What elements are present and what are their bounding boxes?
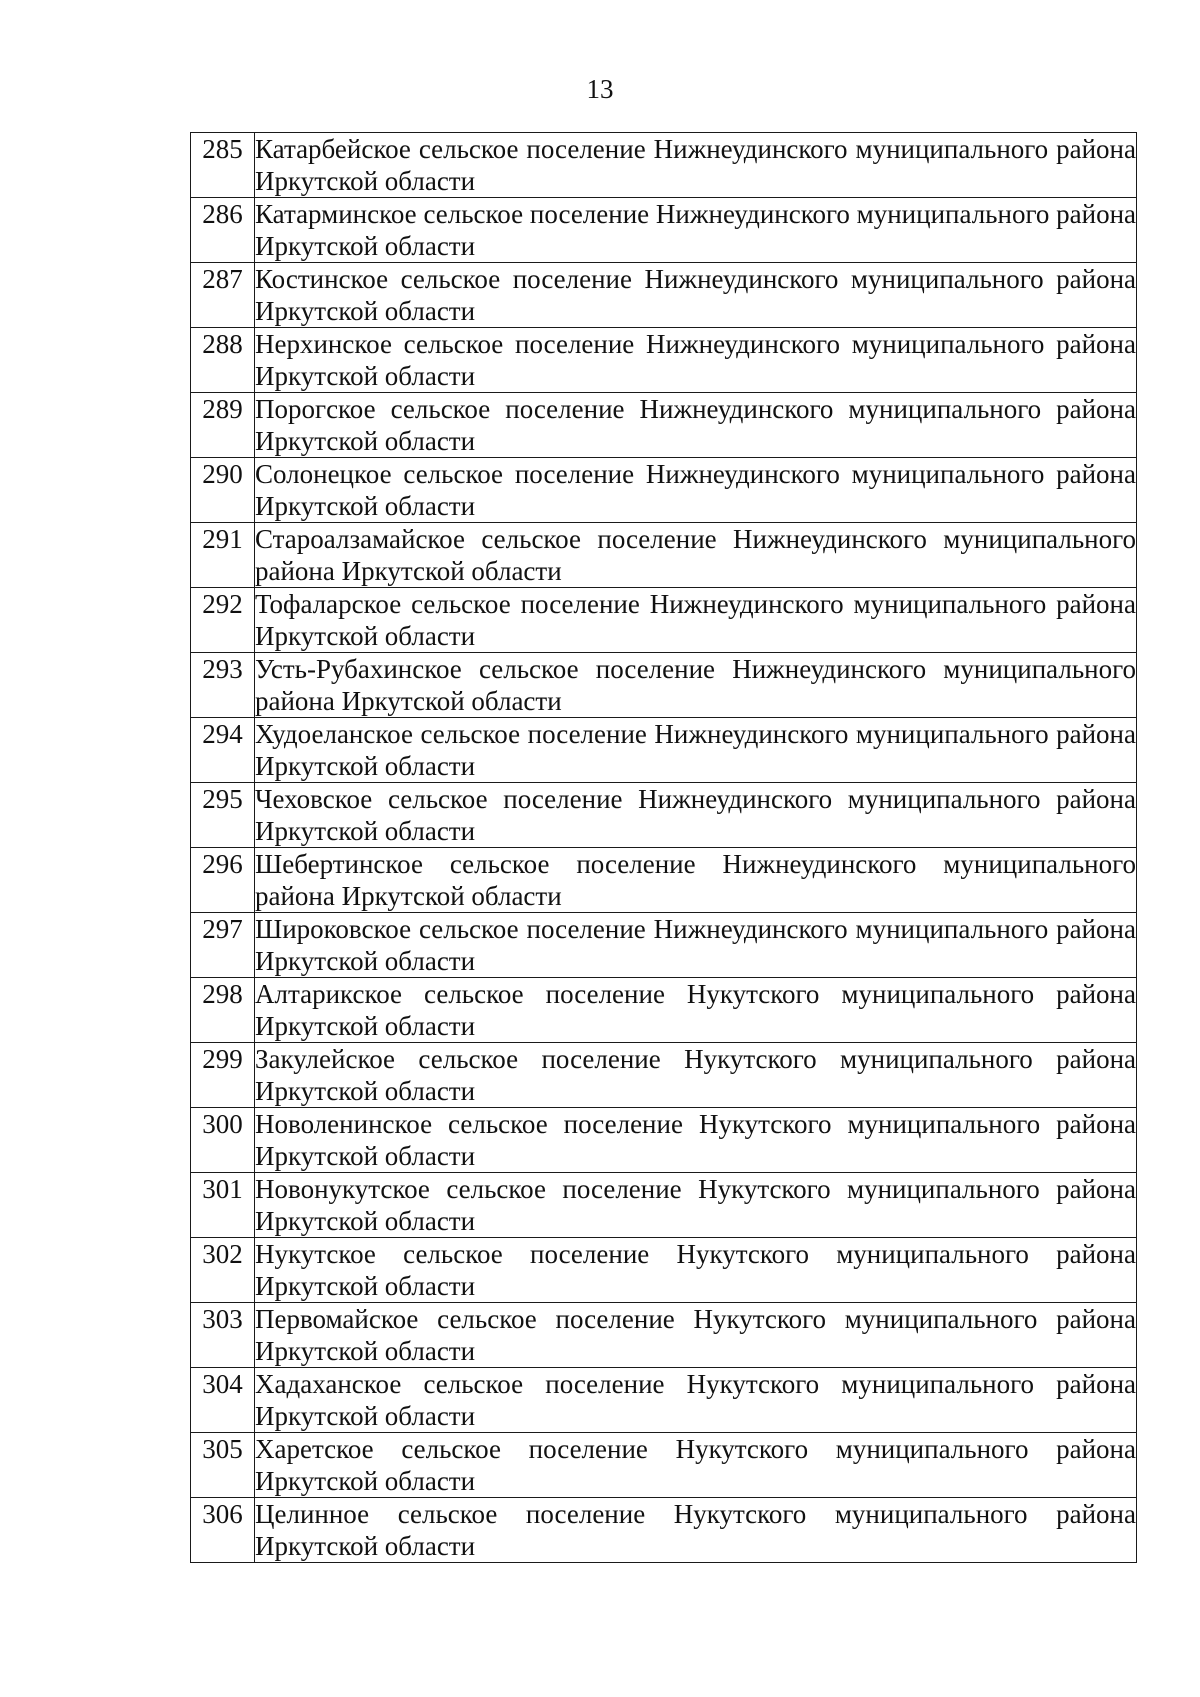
row-number: 300 — [191, 1108, 255, 1173]
settlement-name: Катарминское сельское поселение Нижнеудинского муниципального района Иркутской области — [255, 199, 1136, 261]
settlement-name: Харетское сельское поселение Нукутского муниципального района Иркутской области — [255, 1434, 1136, 1496]
row-number: 299 — [191, 1043, 255, 1108]
table-row — [191, 1498, 1137, 1563]
settlement-name: Усть-Рубахинское сельское поселение Нижнеудинского муниципального района Иркутской области — [255, 654, 1136, 716]
settlement-name: Тофаларское сельское поселение Нижнеудинского муниципального района Иркутской области — [255, 589, 1136, 651]
row-number: 293 — [191, 653, 255, 718]
settlement-name: Целинное сельское поселение Нукутского муниципального района Иркутской области — [255, 1499, 1136, 1561]
row-number: 302 — [191, 1238, 255, 1303]
settlements-table — [190, 132, 1137, 1563]
table-row — [191, 1238, 1137, 1303]
row-number: 287 — [191, 263, 255, 328]
table-row — [191, 783, 1137, 848]
row-number: 291 — [191, 523, 255, 588]
row-number: 288 — [191, 328, 255, 393]
row-number: 294 — [191, 718, 255, 783]
row-number: 297 — [191, 913, 255, 978]
settlement-name: Шебертинское сельское поселение Нижнеудинского муниципального района Иркутской области — [255, 849, 1136, 911]
table-row — [191, 1368, 1137, 1433]
settlement-name: Порогское сельское поселение Нижнеудинского муниципального района Иркутской области — [255, 394, 1136, 456]
table-row — [191, 263, 1137, 328]
table-row — [191, 198, 1137, 263]
settlement-name: Первомайское сельское поселение Нукутского муниципального района Иркутской области — [255, 1304, 1136, 1366]
row-number: 306 — [191, 1498, 255, 1563]
settlement-name: Широковское сельское поселение Нижнеудинского муниципального района Иркутской области — [255, 914, 1136, 976]
table-row — [191, 523, 1137, 588]
settlement-name: Хадаханское сельское поселение Нукутского муниципального района Иркутской области — [255, 1369, 1136, 1431]
table-row — [191, 1433, 1137, 1498]
settlement-name: Солонецкое сельское поселение Нижнеудинского муниципального района Иркутской области — [255, 459, 1136, 521]
settlement-name: Костинское сельское поселение Нижнеудинского муниципального района Иркутской области — [255, 264, 1136, 326]
settlement-name: Катарбейское сельское поселение Нижнеудинского муниципального района Иркутской области — [255, 134, 1136, 196]
settlement-name: Староалзамайское сельское поселение Нижнеудинского муниципального района Иркутской области — [255, 524, 1136, 586]
table-row — [191, 978, 1137, 1043]
row-number: 301 — [191, 1173, 255, 1238]
table-row — [191, 1108, 1137, 1173]
row-number: 292 — [191, 588, 255, 653]
row-number: 285 — [191, 133, 255, 198]
settlement-name: Алтарикское сельское поселение Нукутского муниципального района Иркутской области — [255, 979, 1136, 1041]
table-row — [191, 848, 1137, 913]
row-number: 295 — [191, 783, 255, 848]
table-row — [191, 1173, 1137, 1238]
table-row — [191, 328, 1137, 393]
settlement-name: Чеховское сельское поселение Нижнеудинского муниципального района Иркутской области — [255, 784, 1136, 846]
page-number: 13 — [586, 74, 614, 104]
table-row — [191, 913, 1137, 978]
row-number: 289 — [191, 393, 255, 458]
table-row — [191, 393, 1137, 458]
table-row — [191, 458, 1137, 523]
settlements-table-body — [191, 133, 1137, 1563]
settlement-name: Новоленинское сельское поселение Нукутского муниципального района Иркутской области — [255, 1109, 1136, 1171]
row-number: 303 — [191, 1303, 255, 1368]
row-number: 298 — [191, 978, 255, 1043]
settlement-name: Новонукутское сельское поселение Нукутского муниципального района Иркутской области — [255, 1174, 1136, 1236]
row-number: 304 — [191, 1368, 255, 1433]
table-row — [191, 588, 1137, 653]
row-number: 286 — [191, 198, 255, 263]
settlement-name: Худоеланское сельское поселение Нижнеудинского муниципального района Иркутской области — [255, 719, 1136, 781]
table-row — [191, 718, 1137, 783]
row-number: 290 — [191, 458, 255, 523]
table-row — [191, 1043, 1137, 1108]
row-number: 296 — [191, 848, 255, 913]
row-number: 305 — [191, 1433, 255, 1498]
table-row — [191, 1303, 1137, 1368]
settlement-name: Нукутское сельское поселение Нукутского муниципального района Иркутской области — [255, 1239, 1136, 1301]
table-row — [191, 653, 1137, 718]
table-row — [191, 133, 1137, 198]
settlement-name: Закулейское сельское поселение Нукутского муниципального района Иркутской области — [255, 1044, 1136, 1106]
settlement-name: Нерхинское сельское поселение Нижнеудинского муниципального района Иркутской области — [255, 329, 1136, 391]
